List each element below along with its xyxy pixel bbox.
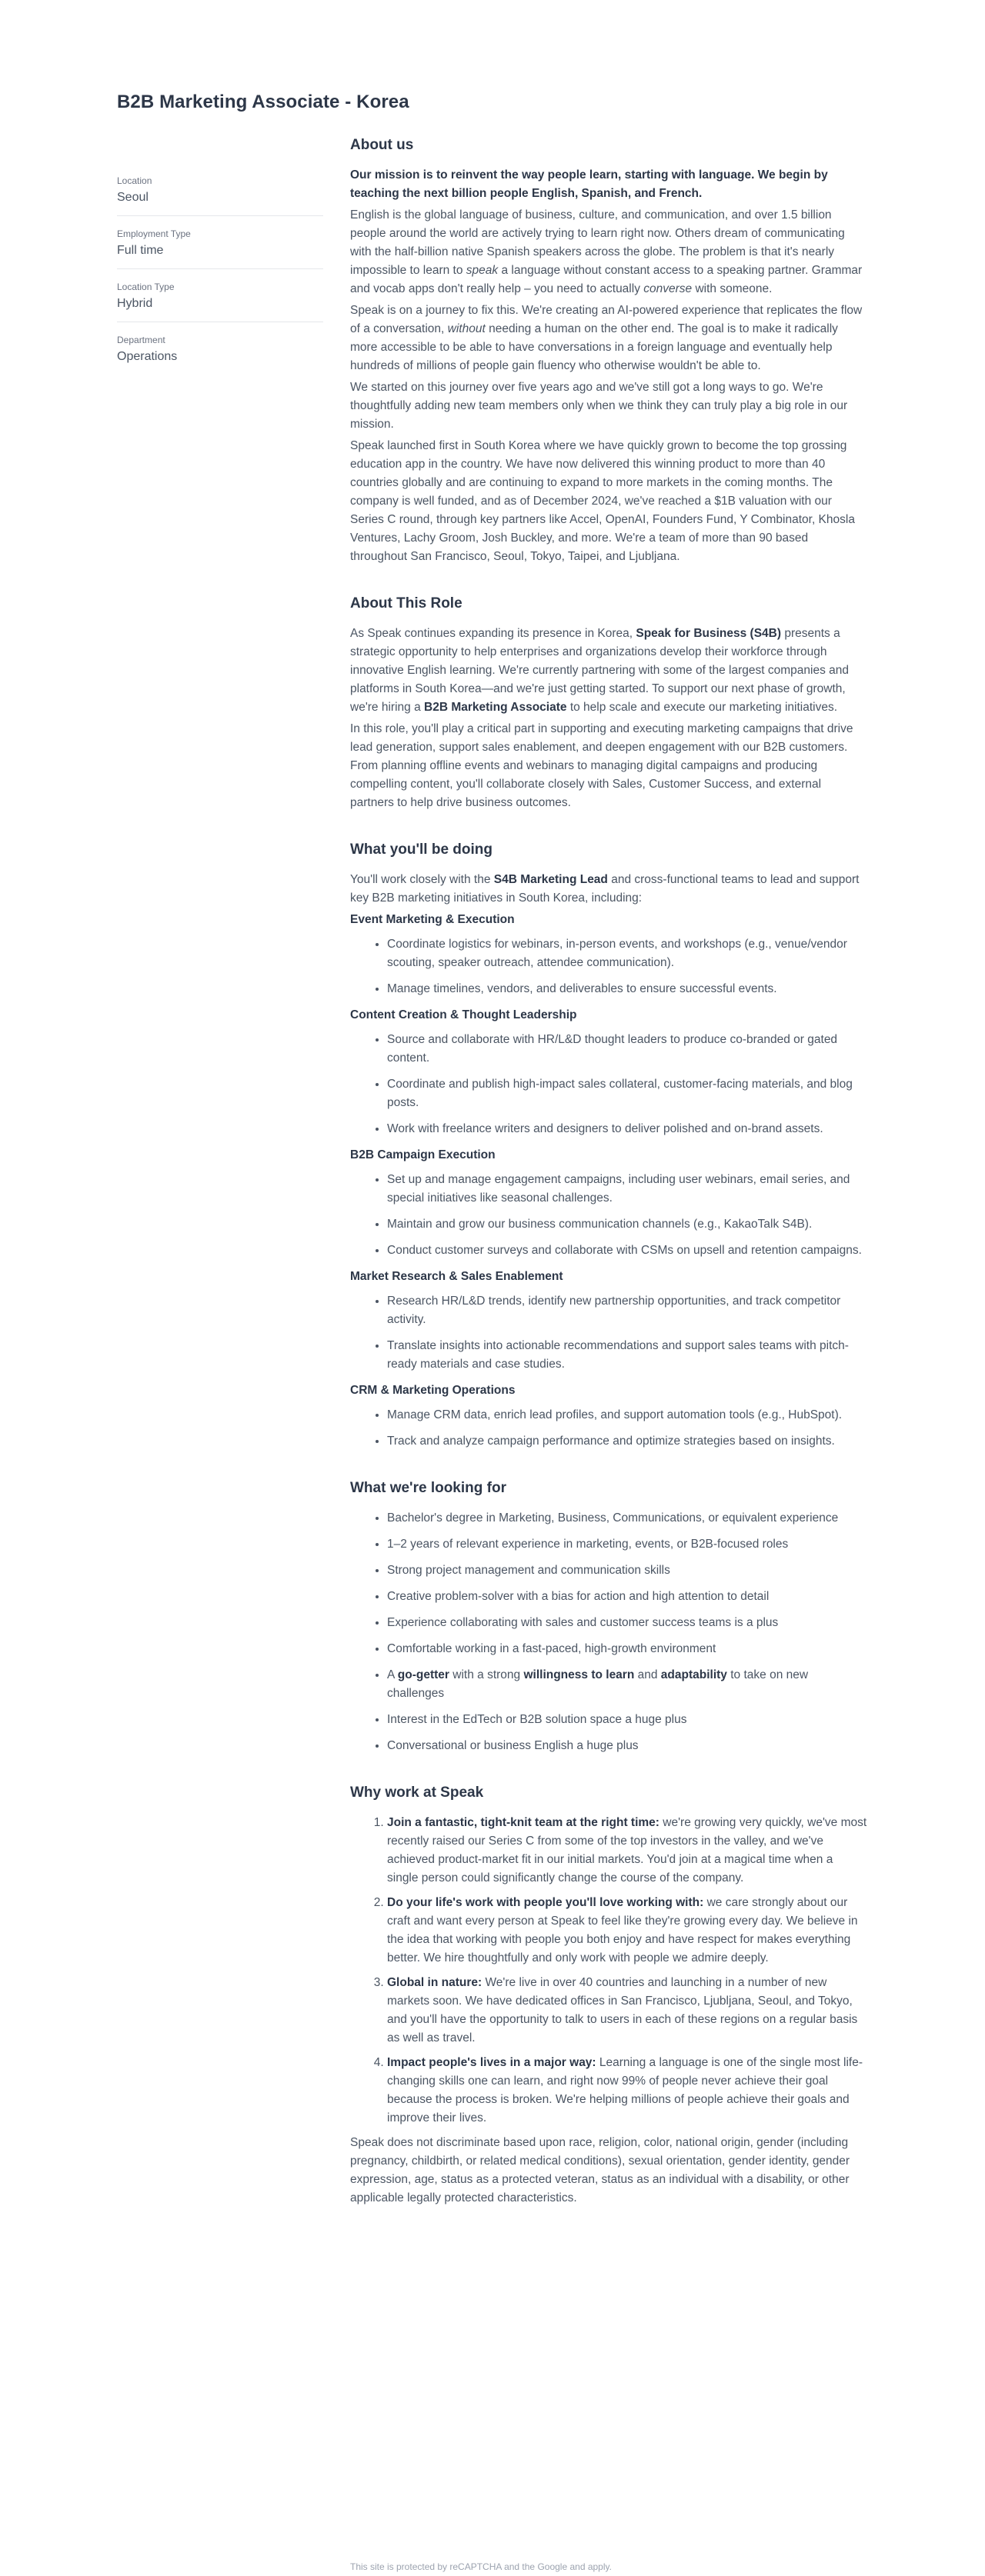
- mission-statement: Our mission is to reinvent the way people learn, starting with language. We begin by teaching the next billion people English, Spanish, and French.: [350, 168, 828, 200]
- employment-type-label: Employment Type: [117, 228, 191, 239]
- bold-text: B2B Marketing Associate: [424, 701, 567, 714]
- bold-text: S4B Marketing Lead: [493, 873, 608, 886]
- bold-text: Do your life's work with people you'll love working with:: [387, 1896, 704, 1909]
- list-item: • Comfortable working in a fast-paced, high-growth environment: [387, 1640, 867, 1658]
- list-item: • Strong project management and communication skills: [387, 1561, 867, 1580]
- text-segment: and: [634, 1668, 661, 1681]
- recaptcha-notice: This site is protected by reCAPTCHA and the Google and apply.: [350, 2561, 612, 2572]
- why-speak-section: [350, 1783, 867, 2208]
- department-info: [117, 335, 323, 375]
- about-us-section: [350, 135, 867, 566]
- list-item: • Coordinate logistics for webinars, in-person events, and workshops (e.g., venue/vendor scouting, speaker outreach, attendee communication).: [387, 935, 867, 972]
- text-segment: You'll work closely with the: [350, 873, 494, 886]
- responsibilities-intro: [350, 871, 867, 908]
- job-details-sidebar: [117, 175, 323, 387]
- subsection-title: Content Creation & Thought Leadership: [350, 1008, 577, 1021]
- subsection-title: CRM & Marketing Operations: [350, 1384, 516, 1397]
- subsection-title: B2B Campaign Execution: [350, 1148, 496, 1161]
- eeo-statement: Speak does not discriminate based upon race, religion, color, national origin, gender (including pregnancy, childbirth, or related medical conditions), sexual orientation, gender identity, gender expression, age, status as a protected veteran, status as an individual with a disability, or other applicable legally protected characteristics.: [350, 2136, 850, 2204]
- list-item: • Coordinate and publish high-impact sales collateral, customer-facing materials, and blog posts.: [387, 1075, 867, 1112]
- about-role-heading: About This Role: [350, 595, 462, 612]
- text-segment: to help scale and execute our marketing initiatives.: [566, 701, 838, 714]
- numbered-list: [350, 1814, 867, 2128]
- list-item: [387, 2054, 867, 2128]
- location-info: [117, 175, 323, 216]
- bold-text: willingness to learn: [523, 1668, 635, 1681]
- list-item: • Conduct customer surveys and collaborate with CSMs on upsell and retention campaigns.: [387, 1241, 867, 1260]
- responsibilities-heading: What you'll be doing: [350, 841, 492, 858]
- emphasis-text: speak: [466, 264, 499, 277]
- list-item: [387, 1974, 867, 2048]
- about-us-heading: About us: [350, 137, 414, 153]
- list-item: • Work with freelance writers and designers to deliver polished and on-brand assets.: [387, 1120, 867, 1138]
- page-title: B2B Marketing Associate - Korea: [117, 92, 409, 112]
- text-segment: and cross-functional teams to lead and support key B2B marketing initiatives in South Korea, including:: [350, 873, 860, 905]
- list-item: • Creative problem-solver with a bias for action and high attention to detail: [387, 1588, 867, 1606]
- responsibilities-section: [350, 840, 867, 1451]
- list-item: • Source and collaborate with HR/L&D thought leaders to produce co-branded or gated content.: [387, 1031, 867, 1068]
- list-item: • Experience collaborating with sales and customer success teams is a plus: [387, 1614, 867, 1632]
- bullet-list: [350, 935, 867, 998]
- bullet-list: [350, 1509, 867, 1755]
- text-segment: to take on new challenges: [387, 1668, 809, 1700]
- about-us-paragraph: [350, 206, 867, 298]
- requirements-section: [350, 1478, 867, 1755]
- list-item: • Manage timelines, vendors, and deliverables to ensure successful events.: [387, 980, 867, 998]
- text-segment: English is the global language of business, culture, and communication, and over 1.5 billion people around the world are actively trying to learn right now. Others dream of communicating with the half-billion native Spanish speakers across the globe. The problem is that it's nearly impossible to learn to: [350, 208, 845, 277]
- about-role-paragraph: In this role, you'll play a critical part in supporting and executing marketing campaigns that drive lead generation, support sales enablement, and deepen engagement with our B2B customers. From planning offline events and webinars to managing digital campaigns and producing compelling content, you'll collaborate closely with Sales, Customer Success, and external partners to help drive business outcomes.: [350, 722, 853, 809]
- bold-text: go-getter: [397, 1668, 449, 1681]
- bullet-list: [350, 1031, 867, 1138]
- list-item: • Set up and manage engagement campaigns, including user webinars, email series, and special initiatives like seasonal challenges.: [387, 1171, 867, 1208]
- list-item: • 1–2 years of relevant experience in marketing, events, or B2B-focused roles: [387, 1535, 867, 1554]
- list-item: • Translate insights into actionable recommendations and support sales teams with pitch-ready materials and case studies.: [387, 1337, 867, 1374]
- department-value: Operations: [117, 350, 178, 363]
- list-item: [387, 1894, 867, 1968]
- text-segment: a language without constant access to a speaking partner. Grammar and vocab apps don't really help – you need to actually: [350, 264, 863, 295]
- text-segment: with a strong: [449, 1668, 524, 1681]
- job-description: [350, 135, 867, 2211]
- bold-text: adaptability: [660, 1668, 727, 1681]
- list-item: • Maintain and grow our business communication channels (e.g., KakaoTalk S4B).: [387, 1215, 867, 1234]
- employment-type-info: [117, 228, 323, 269]
- text-segment: we're growing very quickly, we've most recently raised our Series C from some of the top investors in the valley, and we've achieved product-market fit in our initial markets. You'd join at a magical time when a single person could significantly change the course of the company.: [387, 1816, 867, 1885]
- list-item: [387, 1814, 867, 1888]
- location-type-info: [117, 282, 323, 322]
- text-segment: needing a human on the other end. The goal is to make it radically more accessible to be able to have conversations in a foreign language and eventually help hundreds of millions of people gain fluency who otherwise wouldn't be able to.: [350, 322, 838, 372]
- text-segment: Learning a language is one of the single most life-changing skills one can learn, and right now 99% of people never achieve their goal because the process is broken. We're helping millions of people achieve their goals and improve their lives.: [387, 2056, 863, 2124]
- subsection-title: Market Research & Sales Enablement: [350, 1270, 563, 1283]
- list-item: [387, 1666, 867, 1703]
- about-role-paragraph: [350, 625, 867, 717]
- bold-text: Join a fantastic, tight-knit team at the right time:: [387, 1816, 659, 1829]
- about-us-paragraph: Speak launched first in South Korea where we have quickly grown to become the top grossing education app in the country. We have now delivered this winning product to more than 40 countries globally and are continuing to expand to more markets in the coming months. The company is well funded, and as of December 2024, we've reached a $1B valuation with our Series C round, through key partners like Accel, OpenAI, Founders Fund, Y Combinator, Khosla Ventures, Lachy Groom, Josh Buckley, and more. We're a team of more than 90 based throughout San Francisco, Seoul, Tokyo, Taipei, and Ljubljana.: [350, 439, 855, 563]
- about-us-paragraph: We started on this journey over five years ago and we've still got a long ways to go. We're thoughtfully adding new team members only when we think they can truly play a big role in our mission.: [350, 381, 848, 431]
- about-role-section: [350, 594, 867, 812]
- location-type-value: Hybrid: [117, 297, 153, 310]
- bullet-list: [350, 1406, 867, 1451]
- list-item: • Track and analyze campaign performance and optimize strategies based on insights.: [387, 1432, 867, 1451]
- text-segment: presents a strategic opportunity to help enterprises and organizations develop their workforce through innovative English learning. We're currently partnering with some of the largest companies and platforms in South Korea—and we're just getting started. To support our next phase of growth, we're hiring a: [350, 627, 849, 714]
- text-segment: As Speak continues expanding its presence in Korea,: [350, 627, 636, 640]
- location-value: Seoul: [117, 191, 149, 204]
- list-item: • Conversational or business English a huge plus: [387, 1737, 867, 1755]
- subsection-title: Event Marketing & Execution: [350, 913, 515, 926]
- emphasis-text: converse: [643, 282, 693, 295]
- bullet-list: [350, 1292, 867, 1374]
- department-label: Department: [117, 335, 165, 345]
- bold-text: Speak for Business (S4B): [636, 627, 782, 640]
- list-item: • Research HR/L&D trends, identify new partnership opportunities, and track competitor activity.: [387, 1292, 867, 1329]
- bullet-list: [350, 1171, 867, 1260]
- emphasis-text: without: [447, 322, 486, 335]
- text-segment: we care strongly about our craft and want every person at Speak to feel like they're growing every day. We believe in the idea that working with people you both enjoy and have respect for makes everything better. We hire thoughtfully and only work with people we admire deeply.: [387, 1896, 858, 1964]
- about-us-paragraph: [350, 302, 867, 375]
- text-segment: Speak is on a journey to fix this. We're creating an AI-powered experience that replicates the flow of a conversation,: [350, 304, 863, 335]
- text-segment: with someone.: [692, 282, 773, 295]
- bold-text: Impact people's lives in a major way:: [387, 2056, 596, 2069]
- list-item: • Manage CRM data, enrich lead profiles, and support automation tools (e.g., HubSpot).: [387, 1406, 867, 1425]
- list-item: • Bachelor's degree in Marketing, Business, Communications, or equivalent experience: [387, 1509, 867, 1528]
- text-segment: We're live in over 40 countries and launching in a number of new markets soon. We have dedicated offices in San Francisco, Ljubljana, Seoul, and Tokyo, and you'll have the opportunity to talk to users in each of these regions on a regular basis as well as travel.: [387, 1976, 858, 2044]
- bold-text: Global in nature:: [387, 1976, 482, 1989]
- requirements-heading: What we're looking for: [350, 1480, 506, 1496]
- list-item: • Interest in the EdTech or B2B solution space a huge plus: [387, 1711, 867, 1729]
- location-label: Location: [117, 175, 152, 186]
- location-type-label: Location Type: [117, 282, 175, 292]
- employment-type-value: Full time: [117, 244, 164, 257]
- why-speak-heading: Why work at Speak: [350, 1785, 484, 1801]
- text-segment: A: [387, 1668, 398, 1681]
